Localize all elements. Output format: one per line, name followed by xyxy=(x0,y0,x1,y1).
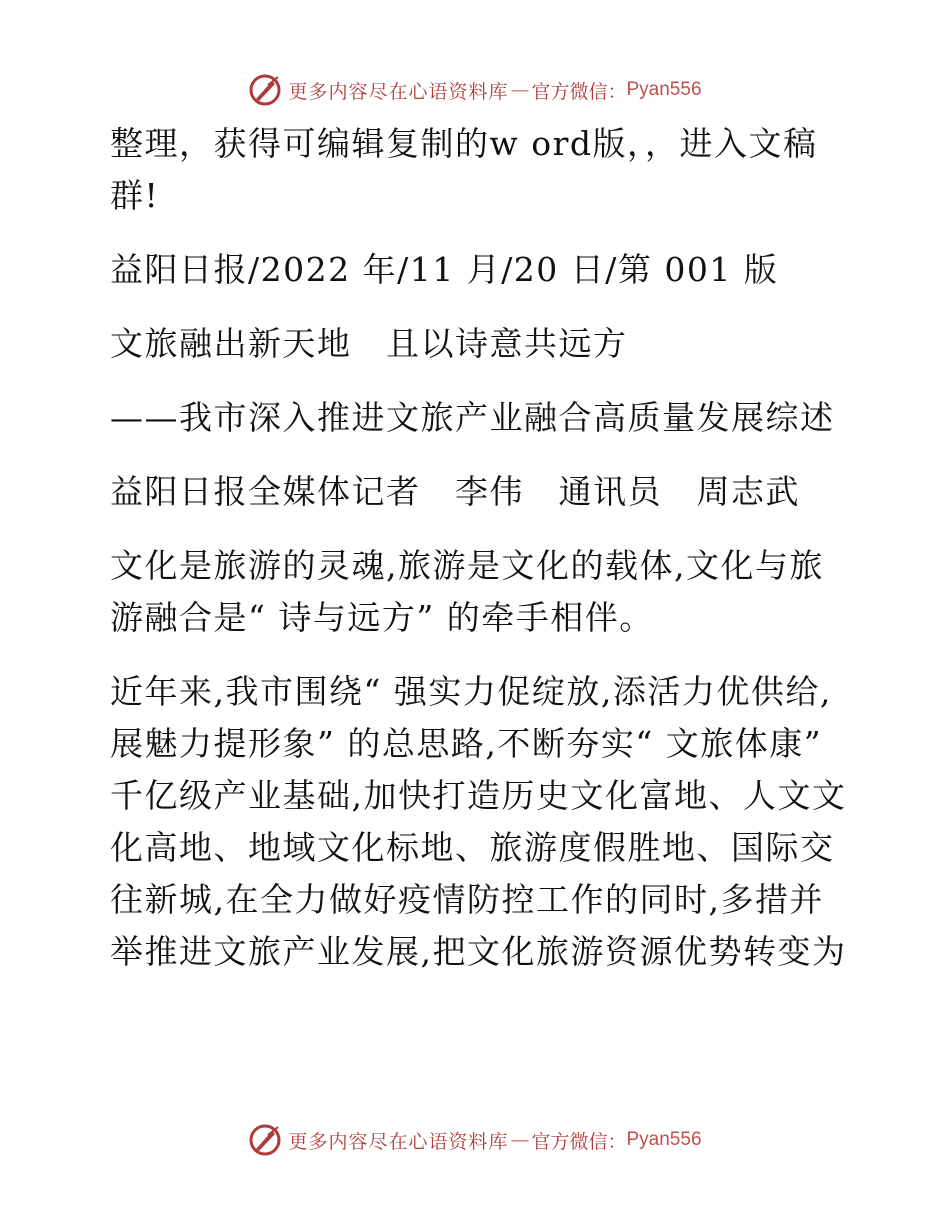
article-subtitle: ——我市深入推进文旅产业融合高质量发展综述 xyxy=(110,398,835,437)
body-paragraph: 近年来,我市围绕“ 强实力促绽放,添活力优供给,展魅力提形象” 的总思路,不断夯实“ 文旅体康” 千亿级产业基础,加快打造历史文化富地、人文文化高地、地域文化标地、旅游度假胜地、国际交往新城,在全力做好疫情防控工作的同时,多措并举推进文旅产业发展,把文化旅游资源优势转变为 xyxy=(110,672,847,971)
watermark-handle: Pyan556 xyxy=(626,79,702,100)
watermark-separator: — xyxy=(510,79,530,101)
watermark-main-text: 更多内容尽在心语资料库 xyxy=(288,80,509,103)
footer-watermark xyxy=(0,1120,950,1160)
watermark-separator: — xyxy=(510,1129,530,1151)
byline: 益阳日报全媒体记者 李伟 通讯员 周志武 xyxy=(110,472,800,511)
intro-note: 整理，获得可编辑复制的w ord版，，进入文稿群! xyxy=(110,124,818,215)
body-paragraph: 文化是旅游的灵魂,旅游是文化的载体,文化与旅游融合是“ 诗与远方” 的牵手相伴。 xyxy=(110,546,824,637)
quill-logo-icon xyxy=(248,1123,282,1157)
article-title: 文旅融出新天地 且以诗意共远方 xyxy=(110,324,628,363)
watermark-label: 官方微信： xyxy=(531,1130,627,1153)
source-line: 益阳日报/2022 年/11 月/20 日/第 001 版 xyxy=(110,250,779,289)
document-body xyxy=(97,118,857,1000)
watermark-main-text: 更多内容尽在心语资料库 xyxy=(288,1130,509,1153)
quill-logo-icon xyxy=(248,73,282,107)
header-watermark xyxy=(0,70,950,110)
watermark-handle: Pyan556 xyxy=(626,1129,702,1150)
watermark-label: 官方微信： xyxy=(531,80,627,103)
